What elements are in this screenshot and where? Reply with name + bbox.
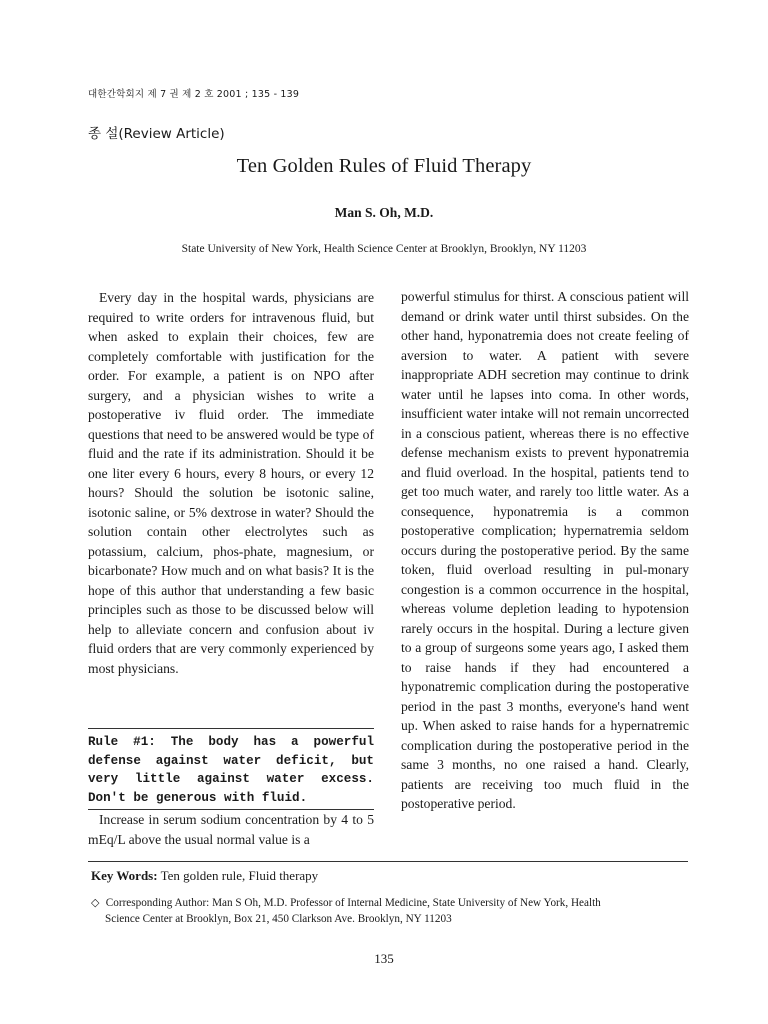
diamond-icon: ◇: [91, 897, 100, 909]
page-number: 135: [374, 951, 394, 966]
rule-1-paragraph: Increase in serum sodium concentration by 4 to 5 mEq/L above the usual normal value is a: [88, 812, 374, 847]
footer-divider: [88, 861, 688, 862]
keywords-value: Ten golden rule, Fluid therapy: [160, 868, 319, 883]
rule-1-box: Rule #1: The body has a powerful defense against water deficit, but very little against water excess. Don't be generous with fluid.: [88, 728, 374, 810]
left-column: [88, 288, 374, 678]
left-column-continued: [88, 810, 374, 849]
keywords: [91, 868, 318, 884]
right-column: [401, 287, 689, 814]
journal-citation: 대한간학회지 제 7 권 제 2 호 2001 ; 135 - 139: [88, 89, 300, 100]
corresponding-author: [91, 896, 687, 927]
intro-paragraph: Every day in the hospital wards, physicians are required to write orders for intravenous fluid, but when asked to explain their choices, few are completely comfortable with justification for the order. For example, a patient is on NPO after surgery, and a physician wishes to write a postoperative iv fluid order. The immediate questions that need to be answered would be type of fluid and the rate if its administration. Should it be one liter every 6 hours, every 8 hours, or every 12 hours? Should the solution be isotonic saline, isotonic saline, or 5% dextrose in water? Should the solution contain other electrolytes such as potassium, calcium, phos-phate, magnesium, or bicarbonate? How much and on what basis? It is the hope of this author that understanding a few basic principles such as those to be discussed below will help to alleviate concern and confusion about iv fluid orders that are very commonly experienced by most physicians.: [88, 290, 374, 676]
keywords-label: Key Words:: [91, 868, 158, 883]
corresponding-line-2: Science Center at Brooklyn, Box 21, 450 Clarkson Ave. Brooklyn, NY 11203: [105, 912, 452, 925]
article-author: Man S. Oh, M.D.: [334, 205, 434, 220]
article-category: 종 설(Review Article): [88, 126, 225, 142]
corresponding-line-1: Corresponding Author: Man S Oh, M.D. Professor of Internal Medicine, State University of New York, Health: [105, 897, 601, 909]
right-column-paragraph: powerful stimulus for thirst. A conscious patient will demand or drink water until thirst subsides. On the other hand, hyponatremia does not create feeling of aversion to water. A patient with severe inappropriate ADH secretion may continue to drink water until he lapses into coma. In other words, insufficient water intake will not remain uncorrected in a conscious patient, whereas there is no effective defense mechanism exists to prevent hyponatremia and fluid overload. In the hospital, patients tend to get too much water, and rarely too little water. As a consequence, hyponatremia is a common postoperative complication; hypernatremia seldom occurs during the postoperative period. By the same token, fluid overload resulting in pul-monary congestion is a common occurrence in the hospital, whereas volume depletion leading to hypotension rarely occurs in the hospital. During a lecture given to a group of surgeons some years ago, I asked them to raise hands if they had encountered a hyponatremic complication during the postoperative period in the past 3 months, everyone's hand went up. When asked to raise hands for a hypernatremic complication during the postoperative period in the same 3 months, no one raised a hand. Clearly, patients are receiving too much fluid in the postoperative period.: [401, 289, 689, 811]
article-title: Ten Golden Rules of Fluid Therapy: [236, 155, 532, 177]
author-affiliation: State University of New York, Health Science Center at Brooklyn, Brooklyn, NY 11203: [181, 243, 587, 255]
